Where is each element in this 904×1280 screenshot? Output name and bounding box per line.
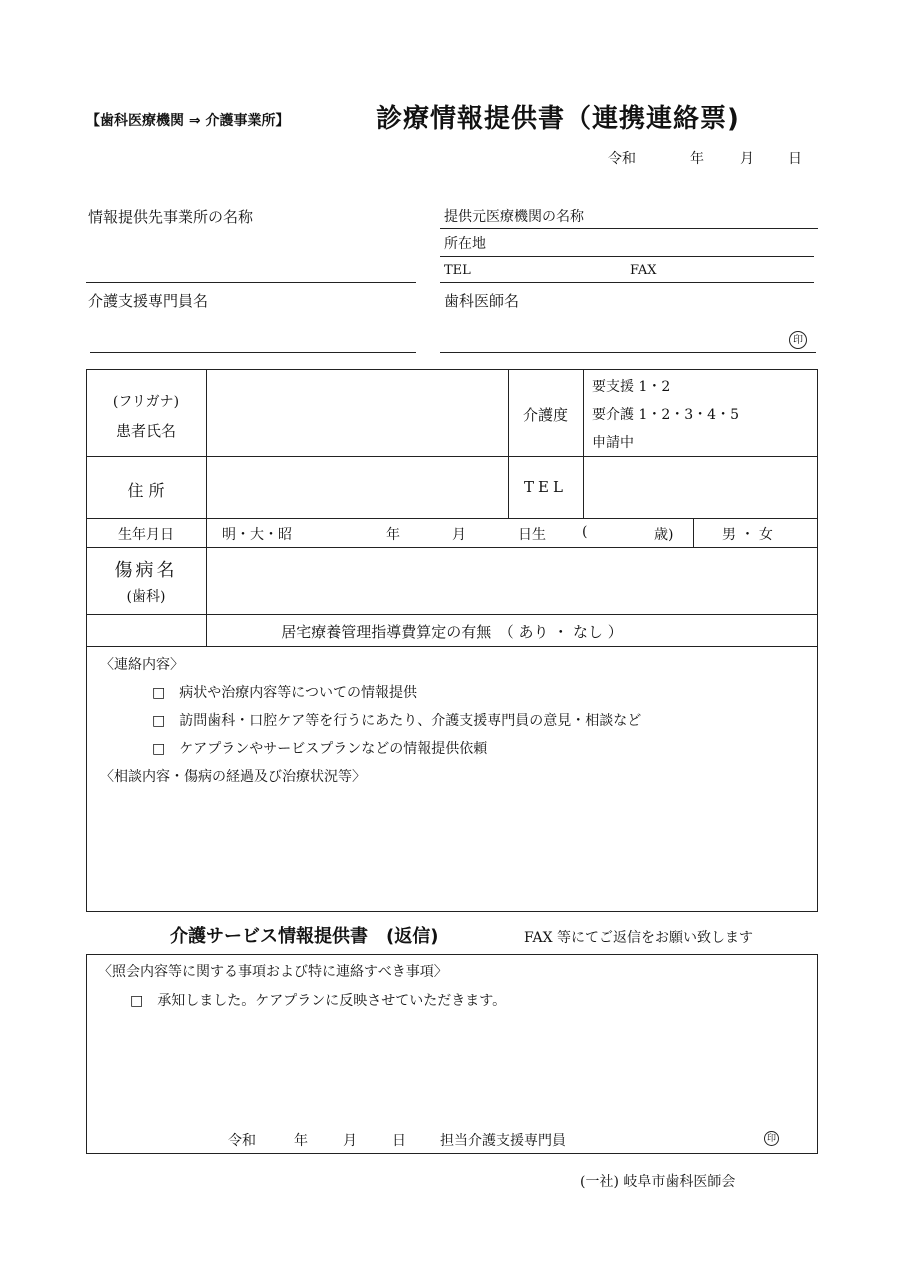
- contact-item-info[interactable]: □ 病状や治療内容等についての情報提供: [152, 685, 417, 701]
- reply-acknowledge-item[interactable]: □ 承知しました。ケアプランに反映させていただきます。: [130, 993, 507, 1009]
- provider-institution-label: 提供元医療機関の名称: [444, 209, 584, 225]
- dentist-line[interactable]: [440, 352, 816, 353]
- reply-note: FAX 等にてご返信をお願い致します: [524, 930, 754, 946]
- disease-sub-label: (歯科): [126, 589, 166, 605]
- date-day: 日: [788, 151, 802, 167]
- consult-heading: 〈相談内容・傷病の経過及び治療状況等〉: [100, 769, 366, 785]
- patient-tel-label: TEL: [524, 478, 567, 496]
- dentist-label: 歯科医師名: [444, 292, 520, 310]
- reply-box: [86, 954, 818, 1154]
- form-subtitle: 【歯科医療機関 ⇒ 介護事業所】: [86, 113, 290, 129]
- recipient-office-label: 情報提供先事業所の名称: [88, 208, 254, 226]
- provider-fax-label: FAX: [630, 263, 657, 278]
- dentist-seal-icon: 印: [789, 331, 807, 349]
- age-unit: 歳): [654, 527, 674, 543]
- date-era: 令和: [608, 151, 636, 167]
- reply-date-day: 日: [392, 1133, 406, 1149]
- provider-address-line[interactable]: [440, 256, 814, 257]
- reply-date-year: 年: [294, 1133, 308, 1149]
- home-care-fee-line[interactable]: 居宅療養管理指導費算定の有無 （ あり ・ なし ）: [281, 623, 623, 641]
- recipient-office-line[interactable]: [86, 282, 416, 283]
- reply-heading: 〈照会内容等に関する事項および特に連絡すべき事項〉: [98, 964, 448, 980]
- care-level-option-pending[interactable]: 申請中: [592, 435, 634, 451]
- birth-era-options[interactable]: 明・大・昭: [222, 527, 292, 543]
- patient-name-field[interactable]: [208, 371, 506, 455]
- contact-item-careplan[interactable]: □ ケアプランやサービスプランなどの情報提供依頼: [152, 741, 488, 757]
- reply-manager-field[interactable]: [590, 1126, 750, 1148]
- care-manager-line[interactable]: [90, 352, 416, 353]
- reply-seal-icon: 印: [764, 1131, 779, 1146]
- patient-address-label: 住 所: [127, 481, 165, 500]
- patient-address-field[interactable]: [208, 458, 506, 517]
- age-open-paren: (: [582, 524, 588, 540]
- sex-options[interactable]: 男 ・ 女: [722, 527, 773, 543]
- association-name: (一社) 岐阜市歯科医師会: [580, 1174, 736, 1190]
- provider-tel-line[interactable]: [440, 282, 814, 283]
- disease-label: 傷病名: [114, 560, 178, 581]
- provider-institution-line[interactable]: [440, 228, 818, 229]
- provider-tel-label: TEL: [444, 263, 471, 278]
- contact-item-visit[interactable]: □ 訪問歯科・口腔ケア等を行うにあたり、介護支援専門員の意見・相談など: [152, 713, 642, 729]
- care-level-option-support[interactable]: 要支援 1・2: [592, 379, 671, 395]
- form-title: 診療情報提供書（連携連絡票): [376, 104, 740, 134]
- consult-field[interactable]: [100, 790, 804, 906]
- care-level-label: 介護度: [522, 406, 568, 424]
- date-year: 年: [690, 151, 704, 167]
- furigana-label: (フリガナ): [112, 394, 180, 410]
- care-manager-label: 介護支援専門員名: [88, 292, 209, 310]
- contact-heading: 〈連絡内容〉: [100, 657, 184, 673]
- birth-month-unit: 月: [452, 527, 466, 543]
- reply-date-era: 令和: [228, 1133, 256, 1149]
- date-month: 月: [740, 151, 754, 167]
- birth-year-unit: 年: [386, 527, 400, 543]
- patient-tel-field[interactable]: [585, 458, 816, 517]
- disease-field[interactable]: [208, 549, 816, 613]
- patient-name-label: 患者氏名: [115, 422, 176, 440]
- reply-date-month: 月: [343, 1133, 357, 1149]
- birth-day-unit: 日生: [518, 527, 546, 543]
- care-level-option-care[interactable]: 要介護 1・2・3・4・5: [592, 407, 739, 423]
- birth-date-label: 生年月日: [118, 527, 174, 543]
- provider-address-label: 所在地: [444, 236, 486, 252]
- reply-manager-label: 担当介護支援専門員: [440, 1133, 566, 1149]
- reply-title: 介護サービス情報提供書 (返信): [170, 926, 439, 947]
